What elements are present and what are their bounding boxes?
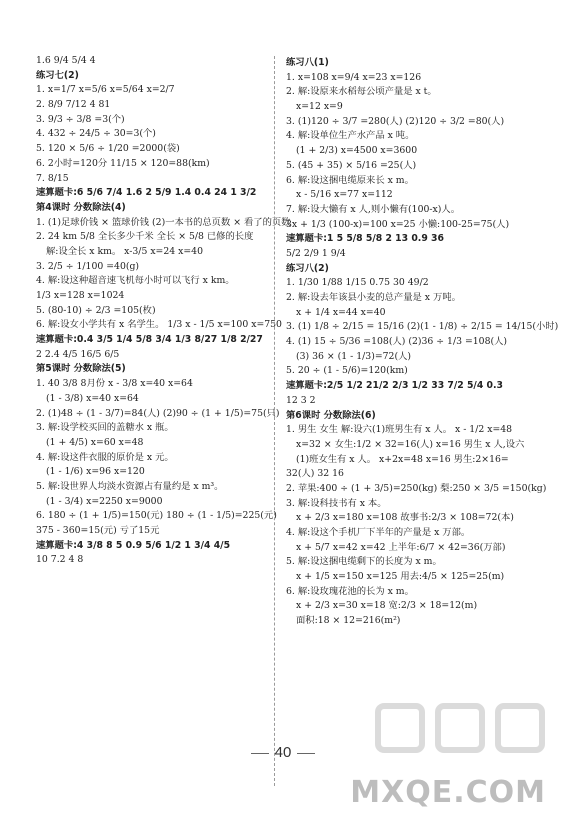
page-number-rule-left xyxy=(251,753,269,754)
column-divider xyxy=(274,56,275,786)
right-column-line: (3) 36 × (1 - 1/3)=72(人) xyxy=(296,350,412,362)
left-column-line: (1 - 3/4) x=2250 x=9000 xyxy=(46,495,163,507)
right-column-line: 1. 男生 女生 解:设六(1)班男生有 x 人。 x - 1/2 x=48 xyxy=(286,424,513,436)
left-column-line: 4. 解:设这件衣服的原价是 x 元。 xyxy=(36,451,174,463)
right-column-line: x + 2/3 x=180 x=108 故事书:2/3 × 108=72(本) xyxy=(296,512,514,524)
left-column-line: 5. 解:设世界人均淡水资源占有量约是 x m³。 xyxy=(36,480,224,492)
left-column-line: 7. 8/15 xyxy=(36,172,69,184)
left-column-line: 1/3 x=128 x=1024 xyxy=(36,290,125,301)
right-column-line: 6. 解:设这捆电缆原来长 x m。 xyxy=(286,174,414,186)
left-column-line: 6. 180 ÷ (1 + 1/5)=150(元) 180 ÷ (1 - 1/5)=225(元) xyxy=(36,510,277,522)
left-column-line: 2. 24 km 5/8 全长多少千米 全长 × 5/8 已修的长度 xyxy=(36,231,254,243)
right-column-line: (1 + 2/3) x=4500 x=3600 xyxy=(296,145,418,157)
left-column-line: 第4课时 分数除法(4) xyxy=(36,201,126,213)
left-column-line: 第5课时 分数除法(5) xyxy=(36,363,126,375)
right-column-line: x=12 x=9 xyxy=(296,101,343,113)
watermark-text: MXQE.COM xyxy=(350,775,546,810)
right-column-line: 第6课时 分数除法(6) xyxy=(286,409,376,421)
right-column-line: 2. 解:设去年该县小麦的总产量是 x 万吨。 xyxy=(286,292,461,303)
right-column-line: 面积:18 × 12=216(m²) xyxy=(296,615,401,627)
right-column-line: 1. x=108 x=9/4 x=23 x=126 xyxy=(286,71,422,83)
right-column-line: 4. 解:设单位生产水产品 x 吨。 xyxy=(286,130,415,142)
left-column-line: 2. (1)48 ÷ (1 - 3/7)=84(人) (2)90 ÷ (1 + 1/5)=75(只) xyxy=(36,407,280,419)
left-column-line: 2 2.4 4/5 16/5 6/5 xyxy=(36,348,120,360)
right-column xyxy=(286,56,559,631)
left-column-line: 1. 40 3/8 8月份 x - 3/8 x=40 x=64 xyxy=(36,378,193,390)
right-column-line: 4. 解:设这个手机厂下半年的产量是 x 万部。 xyxy=(286,527,471,538)
right-column-line: 5/2 2/9 1 9/4 xyxy=(286,247,346,259)
left-column-line: 速算题卡:0.4 3/5 1/4 5/8 3/4 1/3 8/27 1/8 2/27 xyxy=(36,334,263,346)
right-column-line: 5. (45 + 35) × 5/16 =25(人) xyxy=(286,159,417,171)
right-column-line: x - 5/16 x=77 x=112 xyxy=(296,189,393,201)
right-column-line: 速算题卡:1 5 5/8 5/8 2 13 0.9 36 xyxy=(286,233,444,245)
left-column-line: 4. 432 ÷ 24/5 ÷ 30=3(个) xyxy=(36,128,156,140)
right-column-line: x + 1/4 x=44 x=40 xyxy=(296,306,386,318)
right-column-line: 3. (1) 1/8 ÷ 2/15 = 15/16 (2)(1 - 1/8) ÷ 2/15 = 14/15(小时) xyxy=(286,321,559,333)
right-column-line: (1)班女生有 x 人。 x+2x=48 x=16 男生:2×16= xyxy=(296,453,509,465)
right-column-line: 1. 1/30 1/88 1/15 0.75 30 49/2 xyxy=(286,277,429,289)
right-column-line: 2. 解:设原来水稻每公顷产量是 x t。 xyxy=(286,86,437,98)
left-column-line: 5. (80-10) ÷ 2/3 =105(枚) xyxy=(36,304,156,316)
left-column-line: (1 + 4/5) x=60 x=48 xyxy=(46,436,144,448)
right-column-line: x + 1/5 x=150 x=125 用去:4/5 × 125=25(m) xyxy=(296,571,505,583)
right-column-line: 2. 苹果:400 ÷ (1 + 3/5)=250(kg) 梨:250 × 3/5 =150(kg) xyxy=(286,482,547,494)
left-column-line: 3. 9/3 ÷ 3/8 =3(个) xyxy=(36,113,125,125)
right-column-line: 练习八(2) xyxy=(286,262,329,274)
right-column-line: 5. 解:设这捆电缆剩下的长度为 x m。 xyxy=(286,556,442,568)
left-column-line: 1. x=1/7 x=5/6 x=5/64 x=2/7 xyxy=(36,84,175,96)
left-column-line: 速算题卡:4 3/8 8 5 0.9 5/6 1/2 1 3/4 4/5 xyxy=(36,539,231,551)
left-column xyxy=(36,55,291,570)
page-number-text: 40 xyxy=(274,744,292,761)
right-column-line: 3x + 1/3 (100-x)=100 x=25 小懒:100-25=75(人) xyxy=(286,218,510,230)
page-number-rule-right xyxy=(297,753,315,754)
left-column-line: 速算题卡:6 5/6 7/4 1.6 2 5/9 1.4 0.4 24 1 3/2 xyxy=(36,187,257,199)
left-column-line: 10 7.2 4 8 xyxy=(36,554,84,566)
left-column-line: 3. 解:设学校买回的盖糖水 x 瓶。 xyxy=(36,422,174,434)
right-column-line: x + 2/3 x=30 x=18 宽:2/3 × 18=12(m) xyxy=(296,600,478,612)
right-column-line: 5. 20 ÷ (1 - 5/6)=120(km) xyxy=(286,365,408,377)
left-column-line: 1.6 9/4 5/4 4 xyxy=(36,55,96,66)
right-column-line: 4. (1) 15 ÷ 5/36 =108(人) (2)36 ÷ 1/3 =108(人) xyxy=(286,336,508,348)
left-column-line: 6. 2小时=120分 11/15 × 120=88(km) xyxy=(36,157,210,169)
left-column-line: 6. 解:设女小学共有 x 名学生。 1/3 x - 1/5 x=100 x=750 xyxy=(36,319,282,331)
left-column-line: 解:设全长 x km。 x-3/5 x=24 x=40 xyxy=(46,245,203,257)
right-column-line: 32(人) 32 16 xyxy=(286,468,344,480)
left-column-line: 3. 2/5 ÷ 1/100 =40(g) xyxy=(36,260,140,272)
right-column-line: 3. 解:设科技书有 x 本。 xyxy=(286,497,387,509)
right-column-line: 7. 解:设大懒有 x 人,则小懒有(100-x)人。 xyxy=(286,203,461,215)
right-column-line: 练习八(1) xyxy=(286,57,329,68)
left-column-line: 4. 解:设这种超音速飞机每小时可以飞行 x km。 xyxy=(36,275,235,287)
left-column-line: 375 - 360=15(元) 亏了15元 xyxy=(36,525,160,536)
right-column-line: x + 5/7 x=42 x=42 上半年:6/7 × 42=36(万部) xyxy=(296,541,506,553)
right-column-line: 12 3 2 xyxy=(286,394,316,406)
left-column-line: 2. 8/9 7/12 4 81 xyxy=(36,99,111,111)
left-column-line: 5. 120 × 5/6 ÷ 1/20 =2000(袋) xyxy=(36,143,180,155)
right-column-line: 6. 解:设玫瑰花池的长为 x m。 xyxy=(286,585,414,597)
left-column-line: 练习七(2) xyxy=(36,69,79,81)
left-column-line: (1 - 1/6) x=96 x=120 xyxy=(46,466,145,478)
right-column-line: 速算题卡:2/5 1/2 21/2 2/3 1/2 33 7/2 5/4 0.3 xyxy=(286,380,504,392)
right-column-line: x=32 × 女生:1/2 × 32=16(人) x=16 男生 x 人,设六 xyxy=(296,438,525,450)
left-column-line: 1. (1)足球价钱 × 篮球价钱 (2)一本书的总页数 × 看了的页数 xyxy=(36,216,291,228)
left-column-line: (1 - 3/8) x=40 x=64 xyxy=(46,392,139,404)
right-column-line: 3. (1)120 ÷ 3/7 =280(人) (2)120 ÷ 3/2 =80(人) xyxy=(286,115,505,127)
